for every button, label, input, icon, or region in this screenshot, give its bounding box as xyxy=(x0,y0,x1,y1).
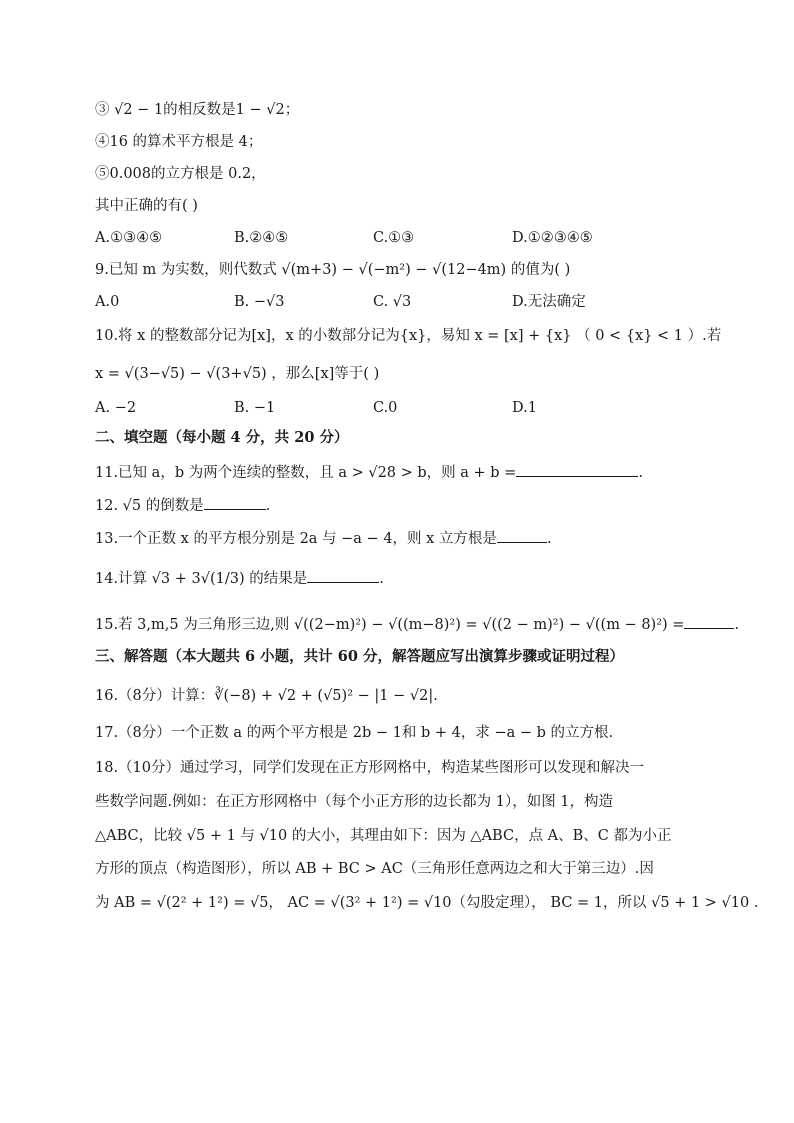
q8-option-d: D.①②③④⑤ xyxy=(512,230,593,246)
statement-3: ③ √2 − 1的相反数是1 − √2； xyxy=(95,102,300,118)
q12-text: 12. √5 的倒数是 xyxy=(95,498,204,514)
q15-period: . xyxy=(734,617,740,633)
q15-answer-blank[interactable] xyxy=(684,614,734,629)
q8-option-b: B.②④⑤ xyxy=(234,230,289,246)
question-18-line2: 些数学问题.例如：在正方形网格中（每个小正方形的边长都为 1），如图 1，构造 xyxy=(95,794,614,810)
question-17: 17.（8分）一个正数 a 的两个平方根是 2b − 1和 b + 4，求 −a − b 的立方根. xyxy=(95,725,614,741)
question-12 xyxy=(95,495,270,516)
q13-period: . xyxy=(546,531,552,547)
question-10-stem-line2: x = √(3−√5) − √(3+√5) ，那么[x]等于( ) xyxy=(95,366,380,382)
q10-option-b: B. −1 xyxy=(234,400,276,416)
q11-text: 11.已知 a，b 为两个连续的整数，且 a > √28 > b，则 a + b = xyxy=(95,465,517,481)
q9-option-d: D.无法确定 xyxy=(512,294,586,310)
q12-answer-blank[interactable] xyxy=(204,495,266,510)
q14-period: . xyxy=(379,571,384,587)
q8-option-a: A.①③④⑤ xyxy=(95,230,163,246)
question-18-line1: 18.（10分）通过学习，同学们发现在正方形网格中，构造某些图形可以发现和解决一 xyxy=(95,760,645,776)
question-15 xyxy=(95,614,739,635)
question-16: 16.（8分）计算：∛(−8) + √2 + (√5)² − |1 − √2|. xyxy=(95,688,438,704)
question-11 xyxy=(95,462,643,483)
q10-option-c: C.0 xyxy=(373,400,398,416)
q11-answer-blank[interactable] xyxy=(516,462,638,477)
statement-5: ⑤0.008的立方根是 0.2， xyxy=(95,166,266,182)
section-2-heading: 二、填空题（每小题 4 分，共 20 分） xyxy=(95,429,349,446)
q9-option-a: A.0 xyxy=(95,294,120,310)
q10-option-a: A. −2 xyxy=(95,400,137,416)
question-18-line4: 方形的顶点（构造图形），所以 AB + BC > AC（三角形任意两边之和大于第三边）.因 xyxy=(95,861,654,877)
q9-option-b: B. −√3 xyxy=(234,294,285,310)
q13-text: 13.一个正数 x 的平方根分别是 2a 与 −a − 4，则 x 立方根是 xyxy=(95,531,497,547)
question-13 xyxy=(95,528,552,549)
q11-period: . xyxy=(638,465,643,481)
q12-period: . xyxy=(265,498,271,514)
question-18-line3: △ABC，比较 √5 + 1 与 √10 的大小，其理由如下：因为 △ABC，点 A、B、C 都为小正 xyxy=(95,828,672,844)
q9-option-c: C. √3 xyxy=(373,294,412,310)
statement-4: ④16 的算术平方根是 4； xyxy=(95,134,263,150)
q13-answer-blank[interactable] xyxy=(497,528,547,543)
section-3-heading: 三、解答题（本大题共 6 小题，共计 60 分，解答题应写出演算步骤或证明过程） xyxy=(95,648,624,665)
q15-text: 15.若 3,m,5 为三角形三边,则 √((2−m)²) − √((m−8)²) = √((2 − m)²) − √((m − 8)²) = xyxy=(95,617,685,633)
question-14 xyxy=(95,568,384,589)
q10-option-d: D.1 xyxy=(512,400,537,416)
question-10-stem-line1: 10.将 x 的整数部分记为[x]，x 的小数部分记为{x}，易知 x = [x] + {x} （ 0 < {x} < 1 ）.若 xyxy=(95,328,722,344)
question-8-prompt: 其中正确的有( ) xyxy=(95,198,198,214)
q8-option-c: C.①③ xyxy=(373,230,415,246)
question-9-stem: 9.已知 m 为实数，则代数式 √(m+3) − √(−m²) − √(12−4m) 的值为( ) xyxy=(95,262,571,278)
question-18-line5: 为 AB = √(2² + 1²) = √5， AC = √(3² + 1²) = √10（勾股定理）， BC = 1，所以 √5 + 1 > √10 . xyxy=(95,895,759,911)
q14-answer-blank[interactable] xyxy=(307,568,379,583)
q14-text: 14.计算 √3 + 3√(1/3) 的结果是 xyxy=(95,571,308,587)
